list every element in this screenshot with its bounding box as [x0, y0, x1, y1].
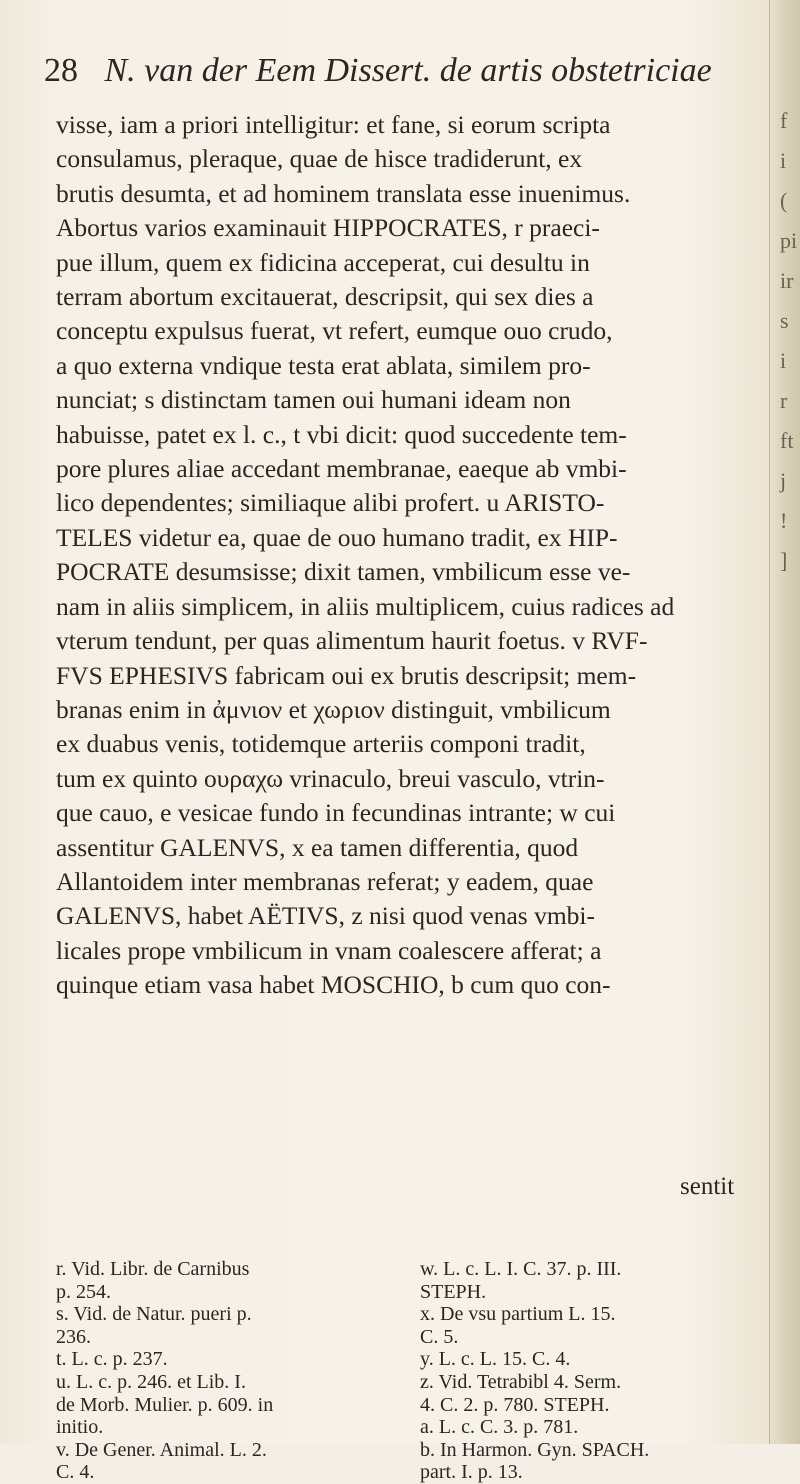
- text-line: pore plures aliae accedant membranae, eaeque ab vmbi-: [56, 454, 627, 484]
- footnote-line: x. De vsu partium L. 15.: [420, 1303, 616, 1326]
- text-line: assentitur GALENVS, x ea tamen differentia, quod: [56, 832, 579, 862]
- text-line: Allantoidem inter membranas referat; y eadem, quae: [56, 866, 594, 896]
- catchword: sentit: [680, 1173, 735, 1200]
- edge-letter: s: [780, 308, 789, 333]
- edge-letter: pi: [780, 228, 798, 253]
- text-line: branas enim in ἀμνιον et χωριον distinguit, vmbilicum: [56, 694, 611, 724]
- edge-letter: ft: [780, 428, 794, 453]
- footnote-line: z. Vid. Tetrabibl 4. Serm.: [420, 1370, 622, 1393]
- footnotes-right-column: [420, 1258, 756, 1484]
- edge-letter: r: [780, 388, 788, 413]
- text-line: brutis desumta, et ad hominem translata esse inuenimus.: [56, 178, 631, 208]
- footnote-line: initio.: [56, 1416, 104, 1439]
- footnote-line: 236.: [56, 1325, 91, 1348]
- text-line: quinque etiam vasa habet MOSCHIO, b cum quo con-: [56, 970, 611, 1000]
- footnote-line: b. In Harmon. Gyn. SPACH.: [420, 1438, 650, 1461]
- footnote-line: C. 4.: [56, 1461, 95, 1484]
- text-line: ex duabus venis, totidemque arteriis componi tradit,: [56, 729, 586, 759]
- text-line: tum ex quinto ουραχω vrinaculo, breui vasculo, vtrin-: [56, 763, 605, 793]
- text-line: terram abortum excitauerat, descripsit, qui sex dies a: [56, 282, 594, 312]
- footnotes-left-column: [56, 1258, 392, 1484]
- edge-letter: ir: [780, 268, 794, 293]
- footnote-line: 4. C. 2. p. 780. STEPH.: [420, 1393, 610, 1416]
- footnote-line: STEPH.: [420, 1280, 487, 1303]
- text-line: que cauo, e vesicae fundo in fecundinas intrante; w cui: [56, 798, 616, 828]
- text-line: GALENVS, habet AËTIVS, z nisi quod venas vmbi-: [56, 901, 595, 931]
- text-line: conceptu expulsus fuerat, vt refert, eumque ouo crudo,: [56, 316, 613, 346]
- footnote-line: r. Vid. Libr. de Carnibus: [56, 1258, 250, 1280]
- footnote-line: s. Vid. de Natur. pueri p.: [56, 1303, 252, 1326]
- running-title: N. van der Eem Dissert. de artis obstetriciae: [104, 52, 712, 89]
- page-number: 28: [44, 52, 78, 89]
- text-line: visse, iam a priori intelligitur: et fane, si eorum scripta: [56, 110, 611, 139]
- footnote-line: part. I. p. 13.: [420, 1461, 523, 1484]
- text-line: lico dependentes; similiaque alibi profert. u ARISTO-: [56, 488, 605, 518]
- footnotes: [56, 1258, 756, 1484]
- running-header: [44, 52, 744, 90]
- footnote-line: de Morb. Mulier. p. 609. in: [56, 1393, 274, 1416]
- text-line: habuisse, patet ex l. c., t vbi dicit: quod succedente tem-: [56, 419, 627, 449]
- text-line: nunciat; s distinctam tamen oui humani ideam non: [56, 385, 571, 415]
- text-line: vterum tendunt, per quas alimentum haurit foetus. v RVF-: [56, 626, 648, 656]
- edge-letter: f: [780, 108, 788, 133]
- footnote-line: C. 5.: [420, 1325, 459, 1348]
- edge-letter: j: [780, 468, 787, 493]
- footnote-line: v. De Gener. Animal. L. 2.: [56, 1438, 267, 1461]
- edge-letter: ]: [780, 548, 788, 573]
- edge-letter: i: [780, 148, 787, 173]
- text-line: POCRATE desumsisse; dixit tamen, vmbilicum esse ve-: [56, 557, 631, 587]
- edge-letters: [780, 110, 798, 590]
- main-text: [56, 108, 750, 1003]
- footnote-line: y. L. c. L. 15. C. 4.: [420, 1348, 571, 1371]
- text-line: a quo externa vndique testa erat ablata, similem pro-: [56, 350, 591, 380]
- edge-letter: !: [780, 508, 788, 533]
- text-line: licales prope vmbilicum in vnam coalescere afferat; a: [56, 935, 602, 965]
- text-line: pue illum, quem ex fidicina acceperat, cui desultu in: [56, 247, 590, 277]
- text-line: FVS EPHESIVS fabricam oui ex brutis descripsit; mem-: [56, 660, 637, 690]
- footnote-line: t. L. c. p. 237.: [56, 1348, 168, 1371]
- text-line: nam in aliis simplicem, in aliis multiplicem, cuius radices ad: [56, 591, 675, 621]
- footnote-line: p. 254.: [56, 1280, 111, 1303]
- text-line: Abortus varios examinauit HIPPOCRATES, r praeci-: [56, 213, 600, 243]
- footnote-line: u. L. c. p. 246. et Lib. I.: [56, 1370, 246, 1393]
- text-line: TELES videtur ea, quae de ouo humano tradit, ex HIP-: [56, 522, 618, 552]
- facing-page-edge: [769, 0, 800, 1444]
- footnote-line: a. L. c. C. 3. p. 781.: [420, 1416, 579, 1439]
- edge-letter: i: [780, 348, 787, 373]
- footnote-line: w. L. c. L. I. C. 37. p. III.: [420, 1258, 622, 1280]
- text-line: consulamus, pleraque, quae de hisce tradiderunt, ex: [56, 144, 583, 174]
- edge-letter: (: [780, 188, 788, 213]
